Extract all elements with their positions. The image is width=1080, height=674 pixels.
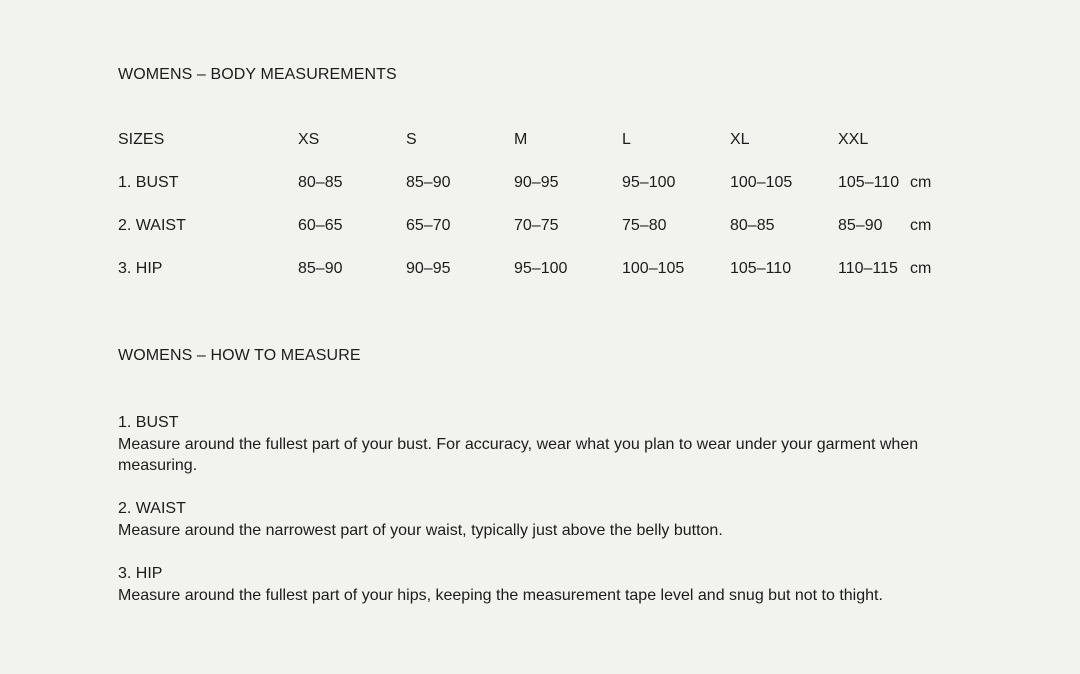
column-header-s: S: [406, 131, 417, 148]
table-cell: 95–100: [514, 260, 568, 277]
row-label-waist: 2. WAIST: [118, 217, 186, 234]
column-header-xl: XL: [730, 131, 750, 148]
table-header-row: [118, 131, 950, 174]
table-cell: 100–105: [622, 260, 685, 277]
table-cell: 60–65: [298, 217, 343, 234]
table-cell: 90–95: [514, 174, 559, 191]
column-header-xxl: XXL: [838, 131, 869, 148]
column-header-xs: XS: [298, 131, 320, 148]
column-header-l: L: [622, 131, 631, 148]
size-chart-table: [118, 131, 950, 280]
guide-item-bust: [118, 412, 998, 477]
guide-item-hip: [118, 563, 998, 606]
table-cell: 85–90: [838, 217, 883, 234]
table-row-hip: [118, 260, 950, 280]
how-to-measure-heading: WOMENS – HOW TO MEASURE: [118, 347, 361, 364]
table-row-waist: [118, 217, 950, 260]
table-cell: 80–85: [298, 174, 343, 191]
guide-title-bust: 1. BUST: [118, 414, 179, 431]
guide-description-waist: Measure around the narrowest part of your waist, typically just above the belly button.: [118, 521, 723, 539]
row-label-hip: 3. HIP: [118, 260, 163, 277]
column-header-unit: [910, 131, 950, 174]
table-cell: 85–90: [406, 174, 451, 191]
row-label-bust: 1. BUST: [118, 174, 179, 191]
unit-label: cm: [910, 217, 932, 234]
table-cell: 110–115: [838, 260, 898, 277]
table-row-bust: [118, 174, 950, 217]
unit-label: cm: [910, 260, 932, 277]
table-cell: 105–110: [730, 260, 792, 277]
table-cell: 105–110: [838, 174, 900, 191]
body-measurements-heading: WOMENS – BODY MEASUREMENTS: [118, 66, 397, 83]
unit-label: cm: [910, 174, 932, 191]
table-cell: 75–80: [622, 217, 667, 234]
guide-description-hip: Measure around the fullest part of your hips, keeping the measurement tape level and snug but not to thight.: [118, 586, 883, 604]
column-header-m: M: [514, 131, 528, 148]
guide-title-waist: 2. WAIST: [118, 500, 186, 517]
table-cell: 80–85: [730, 217, 775, 234]
column-header-sizes: SIZES: [118, 131, 165, 148]
table-cell: 95–100: [622, 174, 676, 191]
table-cell: 70–75: [514, 217, 559, 234]
guide-item-waist: [118, 498, 998, 541]
table-cell: 65–70: [406, 217, 451, 234]
table-cell: 85–90: [298, 260, 343, 277]
guide-title-hip: 3. HIP: [118, 565, 163, 582]
table-cell: 90–95: [406, 260, 451, 277]
table-cell: 100–105: [730, 174, 793, 191]
guide-description-bust: Measure around the fullest part of your bust. For accuracy, wear what you plan to wear under your garment when measuring.: [118, 435, 919, 474]
